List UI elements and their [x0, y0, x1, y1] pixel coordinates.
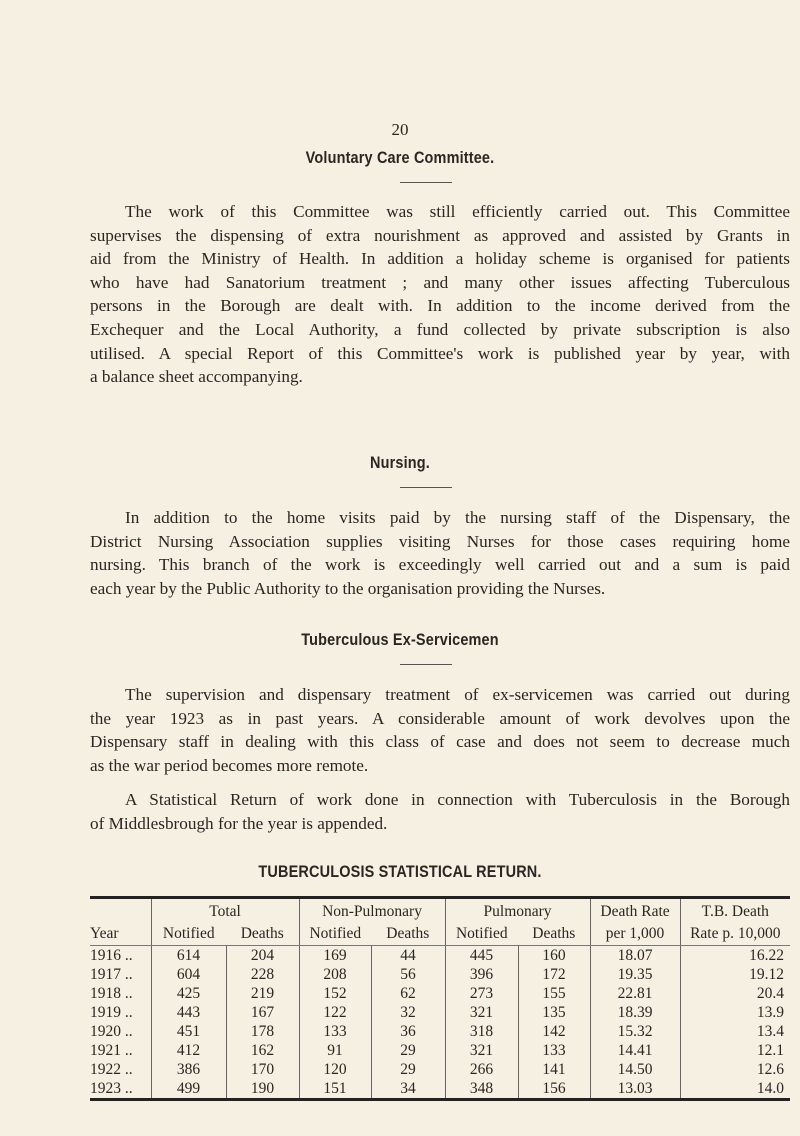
cell-non-pulmonary-deaths: 56	[371, 965, 445, 984]
text-line: who have had Sanatorium treatment ; and many other issues affecting Tuberculous	[90, 272, 790, 292]
text-line: The supervision and dispensary treatment of ex-servicemen was carried out during	[125, 685, 790, 704]
voluntary-care-committee-paragraph	[90, 200, 790, 389]
table-body	[90, 946, 790, 1100]
cell-death-rate-per-1000: 18.39	[590, 1003, 680, 1022]
cell-total-deaths: 219	[226, 984, 299, 1003]
text-line: of Middlesbrough for the year is appended.	[90, 813, 388, 833]
cell-non-pulmonary-deaths: 62	[371, 984, 445, 1003]
cell-pulmonary-notified: 273	[445, 984, 518, 1003]
table-row	[90, 1079, 790, 1100]
nursing-heading: Nursing.	[370, 453, 430, 472]
table-row	[90, 984, 790, 1003]
cell-non-pulmonary-notified: 133	[299, 1022, 371, 1041]
cell-total-notified: 412	[151, 1041, 226, 1060]
cell-pulmonary-notified: 318	[445, 1022, 518, 1041]
cell-non-pulmonary-deaths: 29	[371, 1060, 445, 1079]
cell-year: 1921 ..	[90, 1042, 133, 1059]
cell-non-pulmonary-notified: 169	[299, 946, 371, 966]
subheader-pulmonary-deaths: Deaths	[518, 922, 590, 946]
cell-tb-death-rate-per-10000: 12.1	[680, 1041, 790, 1060]
cell-year: 1922 ..	[90, 1061, 133, 1078]
cell-non-pulmonary-notified: 208	[299, 965, 371, 984]
cell-non-pulmonary-notified: 152	[299, 984, 371, 1003]
text-line: Exchequer and the Local Authority, a fund collected by private subscription is also	[90, 319, 790, 339]
subheader-pulmonary-notified: Notified	[445, 922, 518, 946]
table-group-header-row	[90, 898, 790, 923]
table-sub-header-row	[90, 922, 790, 946]
cell-year: 1916 ..	[90, 947, 133, 964]
cell-pulmonary-notified: 396	[445, 965, 518, 984]
cell-total-deaths: 228	[226, 965, 299, 984]
cell-death-rate-per-1000: 14.50	[590, 1060, 680, 1079]
cell-tb-death-rate-per-10000: 13.9	[680, 1003, 790, 1022]
text-line: In addition to the home visits paid by the nursing staff of the Dispensary, the	[125, 508, 790, 527]
cell-total-deaths: 162	[226, 1041, 299, 1060]
cell-pulmonary-deaths: 172	[518, 965, 590, 984]
cell-tb-death-rate-per-10000: 19.12	[680, 965, 790, 984]
cell-total-deaths: 204	[226, 946, 299, 966]
cell-pulmonary-notified: 266	[445, 1060, 518, 1079]
page-number: 20	[391, 120, 409, 139]
cell-total-notified: 604	[151, 965, 226, 984]
text-line: aid from the Ministry of Health. In addition a holiday scheme is organised for patients	[90, 249, 790, 269]
cell-year: 1918 ..	[90, 985, 133, 1002]
subheader-non-pulmonary-notified: Notified	[299, 922, 371, 946]
subheader-tb-death-rate-per-10000: Rate p. 10,000	[680, 922, 790, 946]
cell-non-pulmonary-deaths: 32	[371, 1003, 445, 1022]
cell-non-pulmonary-deaths: 44	[371, 946, 445, 966]
cell-pulmonary-deaths: 142	[518, 1022, 590, 1041]
header-pulmonary: Pulmonary	[445, 898, 590, 923]
text-line: as the war period becomes more remote.	[90, 755, 369, 775]
cell-death-rate-per-1000: 19.35	[590, 965, 680, 984]
cell-tb-death-rate-per-10000: 14.0	[680, 1079, 790, 1100]
header-tb-death: T.B. Death	[680, 898, 790, 923]
cell-year: 1920 ..	[90, 1023, 133, 1040]
cell-total-deaths: 178	[226, 1022, 299, 1041]
cell-non-pulmonary-deaths: 29	[371, 1041, 445, 1060]
table-row	[90, 965, 790, 984]
text-line: persons in the Borough are dealt with. In addition to the income derived from the	[90, 296, 790, 316]
cell-non-pulmonary-deaths: 34	[371, 1079, 445, 1100]
table-row	[90, 1003, 790, 1022]
nursing-paragraph	[90, 506, 790, 600]
cell-tb-death-rate-per-10000: 20.4	[680, 984, 790, 1003]
subheader-total-deaths: Deaths	[226, 922, 299, 946]
table-row	[90, 1022, 790, 1041]
text-line: utilised. A special Report of this Committee's work is published year by year, with	[90, 343, 790, 363]
subheader-year: Year	[90, 922, 151, 946]
section-divider	[400, 182, 452, 183]
cell-pulmonary-notified: 348	[445, 1079, 518, 1100]
cell-death-rate-per-1000: 14.41	[590, 1041, 680, 1060]
cell-tb-death-rate-per-10000: 16.22	[680, 946, 790, 966]
header-blank	[90, 898, 151, 923]
cell-death-rate-per-1000: 22.81	[590, 984, 680, 1003]
cell-pulmonary-notified: 321	[445, 1041, 518, 1060]
table-row	[90, 1060, 790, 1079]
section-divider	[400, 487, 452, 488]
cell-tb-death-rate-per-10000: 12.6	[680, 1060, 790, 1079]
cell-total-notified: 443	[151, 1003, 226, 1022]
header-total: Total	[151, 898, 299, 923]
text-line: each year by the Public Authority to the organisation providing the Nurses.	[90, 578, 606, 598]
statistical-return-table	[90, 896, 790, 1101]
text-line: nursing. This branch of the work is exceedingly well carried out and a sum is paid	[90, 555, 790, 575]
subheader-non-pulmonary-deaths: Deaths	[371, 922, 445, 946]
section-divider	[400, 664, 452, 665]
cell-pulmonary-notified: 321	[445, 1003, 518, 1022]
cell-pulmonary-deaths: 160	[518, 946, 590, 966]
cell-pulmonary-deaths: 135	[518, 1003, 590, 1022]
cell-total-deaths: 190	[226, 1079, 299, 1100]
table-row	[90, 946, 790, 966]
tuberculous-ex-servicemen-paragraph	[90, 788, 790, 835]
header-non-pulmonary: Non-Pulmonary	[299, 898, 445, 923]
text-line: a balance sheet accompanying.	[90, 367, 303, 387]
cell-total-deaths: 170	[226, 1060, 299, 1079]
cell-pulmonary-notified: 445	[445, 946, 518, 966]
cell-pulmonary-deaths: 141	[518, 1060, 590, 1079]
cell-total-notified: 451	[151, 1022, 226, 1041]
cell-total-notified: 614	[151, 946, 226, 966]
cell-pulmonary-deaths: 133	[518, 1041, 590, 1060]
cell-death-rate-per-1000: 18.07	[590, 946, 680, 966]
tuberculous-ex-servicemen-heading: Tuberculous Ex-Servicemen	[301, 630, 499, 649]
text-line: the year 1923 as in past years. A considerable amount of work devolves upon the	[90, 708, 790, 728]
cell-total-deaths: 167	[226, 1003, 299, 1022]
cell-non-pulmonary-deaths: 36	[371, 1022, 445, 1041]
cell-total-notified: 499	[151, 1079, 226, 1100]
cell-non-pulmonary-notified: 120	[299, 1060, 371, 1079]
tuberculous-ex-servicemen-paragraph	[90, 683, 790, 777]
text-line: supervises the dispensing of extra nourishment as approved and assisted by Grants in	[90, 225, 790, 245]
subheader-total-notified: Notified	[151, 922, 226, 946]
cell-non-pulmonary-notified: 151	[299, 1079, 371, 1100]
cell-death-rate-per-1000: 13.03	[590, 1079, 680, 1100]
cell-pulmonary-deaths: 155	[518, 984, 590, 1003]
cell-year: 1917 ..	[90, 966, 133, 983]
text-line: District Nursing Association supplies visiting Nurses for those cases requiring home	[90, 531, 790, 551]
text-line: Dispensary staff in dealing with this class of case and does not seem to decrease much	[90, 732, 790, 752]
cell-non-pulmonary-notified: 122	[299, 1003, 371, 1022]
cell-total-notified: 425	[151, 984, 226, 1003]
header-death-rate: Death Rate	[590, 898, 680, 923]
cell-death-rate-per-1000: 15.32	[590, 1022, 680, 1041]
cell-year: 1919 ..	[90, 1004, 133, 1021]
cell-pulmonary-deaths: 156	[518, 1079, 590, 1100]
table-row	[90, 1041, 790, 1060]
text-line: A Statistical Return of work done in connection with Tuberculosis in the Borough	[125, 790, 790, 809]
cell-total-notified: 386	[151, 1060, 226, 1079]
voluntary-care-committee-heading: Voluntary Care Committee.	[305, 148, 495, 167]
cell-year: 1923 ..	[90, 1079, 151, 1100]
table-title: TUBERCULOSIS STATISTICAL RETURN.	[258, 862, 542, 881]
subheader-death-rate-per-1000: per 1,000	[590, 922, 680, 946]
cell-tb-death-rate-per-10000: 13.4	[680, 1022, 790, 1041]
text-line: The work of this Committee was still efficiently carried out. This Committee	[125, 202, 790, 221]
cell-non-pulmonary-notified: 91	[299, 1041, 371, 1060]
